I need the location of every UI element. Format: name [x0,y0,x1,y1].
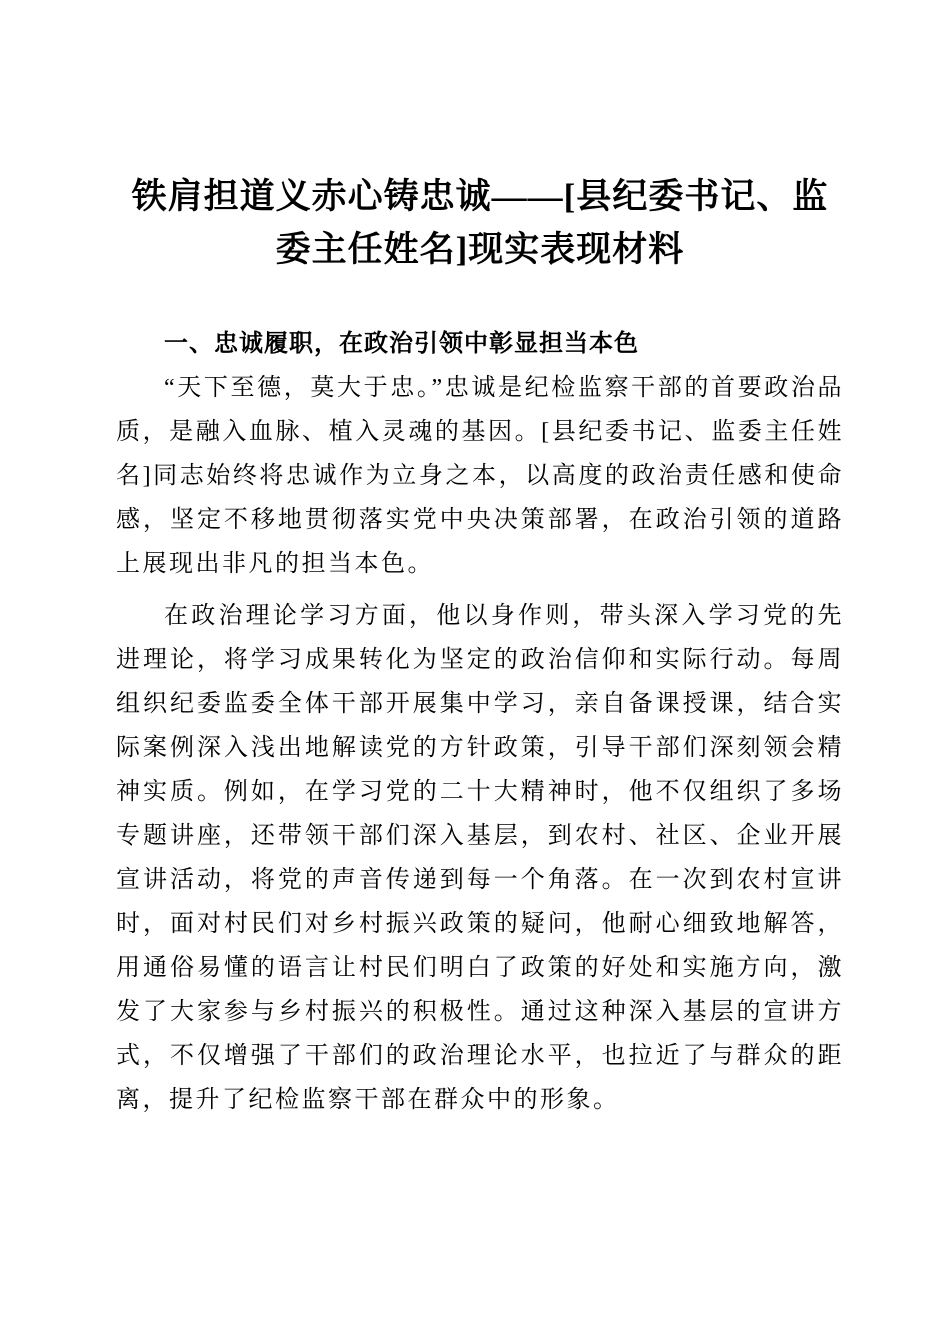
paragraph: “天下至德，莫大于忠。”忠诚是纪检监察干部的首要政治品质，是融入血脉、植入灵魂的基因。[县纪委书记、监委主任姓名]同志始终将忠诚作为立身之本，以高度的政治责任感和使命感，坚定不移地贯彻落实党中央决策部署，在政治引领的道路上展现出非凡的担当本色。 [116,375,844,577]
section-heading: 一、忠诚履职，在政治引领中彰显担当本色 [164,330,639,357]
paragraph: 在政治理论学习方面，他以身作则，带头深入学习党的先进理论，将学习成果转化为坚定的政治信仰和实际行动。每周组织纪委监委全体干部开展集中学习，亲自备课授课，结合实际案例深入浅出地解读党的方针政策，引导干部们深刻领会精神实质。例如，在学习党的二十大精神时，他不仅组织了多场专题讲座，还带领干部们深入基层，到农村、社区、企业开展宣讲活动，将党的声音传递到每一个角落。在一次到农村宣讲时，面对村民们对乡村振兴政策的疑问，他耐心细致地解答，用通俗易懂的语言让村民们明白了政策的好处和实施方向，激发了大家参与乡村振兴的积极性。通过这种深入基层的宣讲方式，不仅增强了干部们的政治理论水平，也拉近了与群众的距离，提升了纪检监察干部在群众中的形象。 [116,603,844,1113]
document-title: 铁肩担道义赤心铸忠诚——[县纪委书记、监委主任姓名]现实表现材料 [131,177,829,269]
